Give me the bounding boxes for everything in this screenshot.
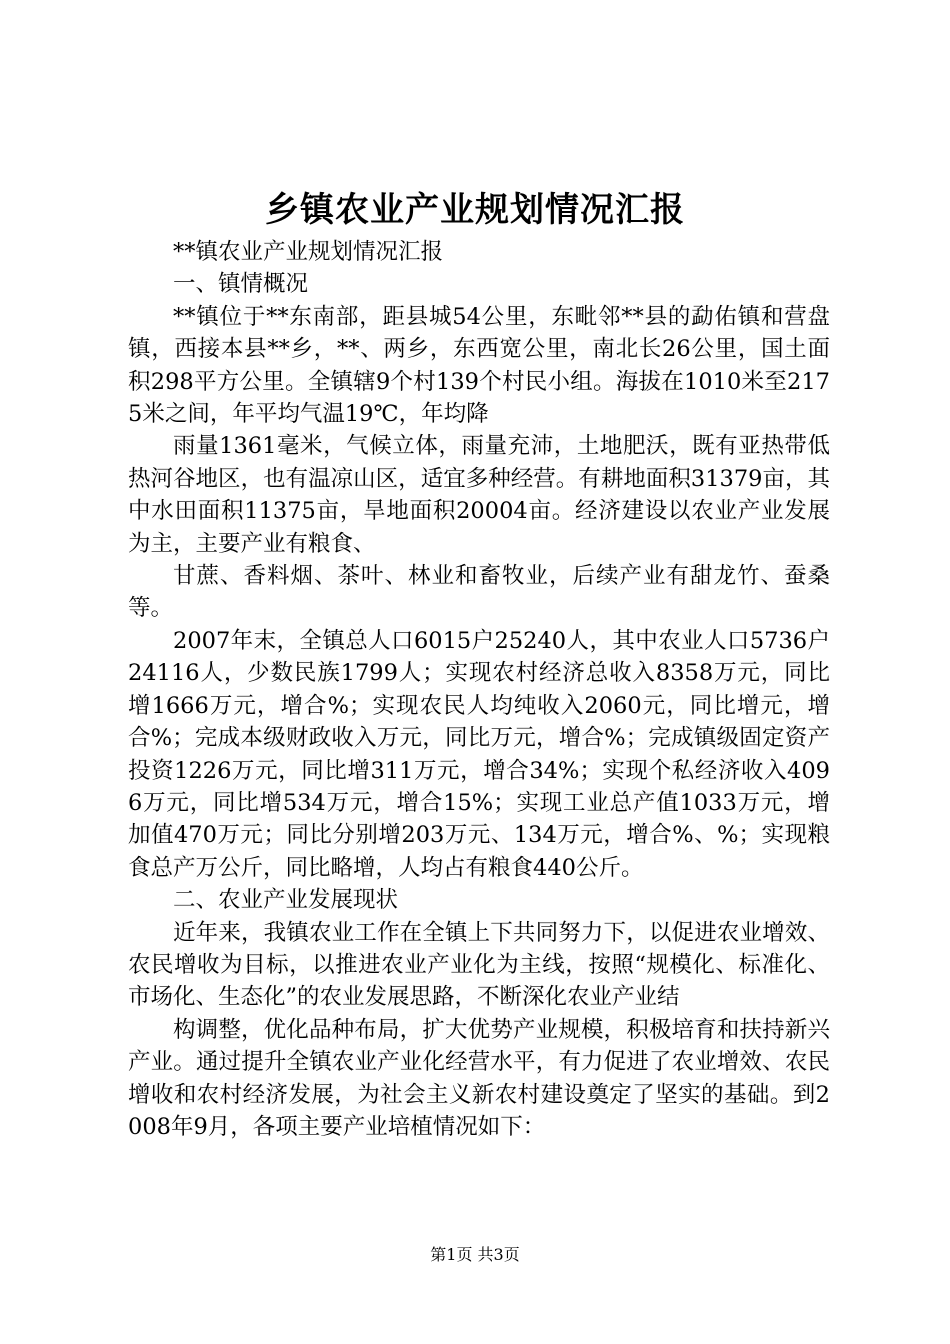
section-heading-status: 二、农业产业发展现状 <box>173 887 399 914</box>
section-heading-overview: 一、镇情概况 <box>173 271 309 298</box>
paragraph-industries: 甘蔗、香料烟、茶叶、林业和畜牧业，后续产业有甜龙竹、蚕桑等。 <box>128 563 830 622</box>
document-body <box>128 236 830 1143</box>
paragraph-climate: 雨量1361毫米，气候立体，雨量充沛，土地肥沃，既有亚热带低热河谷地区，也有温凉山区，适宜多种经营。有耕地面积31379亩，其中水田面积11375亩，旱地面积20004亩。经济建设以农业产业发展为主，主要产业有粮食、 <box>128 433 830 557</box>
document-title: 乡镇农业产业规划情况汇报 <box>265 190 685 230</box>
paragraph-statistics: 2007年末，全镇总人口6015户25240人，其中农业人口5736户24116人，少数民族1799人；实现农村经济总收入8358万元，同比增1666万元，增合%；实现农民人均纯收入2060元，同比增元，增合%；完成本级财政收入万元，同比万元，增合%；完成镇级固定资产投资1226万元，同比增311万元，增合34%；实现个私经济收入4096万元，同比增534万元，增合15%；实现工业总产值1033万元，增加值470万元；同比分别增203万元、134万元，增合%、%；实现粮食总产万公斤，同比略增，人均占有粮食440公斤。 <box>128 627 830 881</box>
paragraph-recent-years: 近年来，我镇农业工作在全镇上下共同努力下，以促进农业增效、农民增收为目标，以推进农业产业化为主线，按照“规模化、标准化、市场化、生态化”的农业发展思路，不断深化农业产业结 <box>128 919 830 1011</box>
paragraph-location: **镇位于**东南部，距县城54公里，东毗邻**县的勐佑镇和营盘镇，西接本县**乡，**、两乡，东西宽公里，南北长26公里，国土面积298平方公里。全镇辖9个村139个村民小组。海拔在1010米至2175米之间，年平均气温19℃，年均降 <box>128 303 830 428</box>
paragraph-restructuring: 构调整，优化品种布局，扩大优势产业规模，积极培育和扶持新兴产业。通过提升全镇农业产业化经营水平，有力促进了农业增效、农民增收和农村经济发展，为社会主义新农村建设奠定了坚实的基础。到2008年9月，各项主要产业培植情况如下： <box>128 1016 830 1140</box>
paragraph-subtitle: **镇农业产业规划情况汇报 <box>173 239 444 265</box>
page-footer: 第1页 共3页 <box>430 1245 520 1264</box>
